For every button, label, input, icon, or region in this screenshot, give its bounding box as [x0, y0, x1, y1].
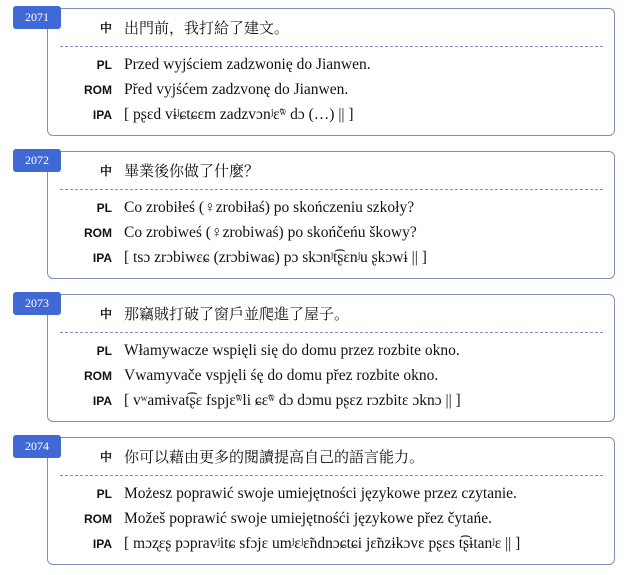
pl-label: PL	[96, 344, 112, 358]
zh-label: 中	[99, 164, 112, 178]
zh-sentence: 那竊賊打破了窗戶並爬進了屋子。	[124, 305, 350, 323]
ipa-transcription: [ tsɔ zrɔbiwɛɕ (zrɔbiwaɕ) pɔ skɔnʲt͡ʂɛnʲu ʂkɔwɨ || ]	[124, 249, 427, 266]
ipa-label: IPA	[92, 251, 112, 265]
separator	[60, 332, 603, 333]
zh-label: 中	[99, 450, 112, 464]
ipa-label: IPA	[92, 394, 112, 408]
pl-sentence: Możesz poprawić swoje umiejętności językowe przez czytanie.	[124, 485, 517, 502]
zh-sentence: 出門前，我打給了建文。	[124, 19, 290, 37]
rom-label: ROM	[84, 226, 112, 240]
separator	[60, 189, 603, 190]
ipa-transcription: [ mɔʐɛʂ pɔpravʲitɕ sfɔjɛ umʲɛʲɛ̃ndnɔɕtɕi jɛ̃nzɨkɔvɛ pʂɛs t͡ʂɨtanʲɛ || ]	[124, 535, 521, 552]
rom-sentence: Vwamyvače vspjęli śę do domu přez rozbite okno.	[124, 367, 439, 384]
entry-number-badge: 2072	[13, 149, 61, 172]
zh-sentence: 你可以藉由更多的閱讀提高自己的語言能力。	[124, 448, 425, 466]
pl-sentence: Włamywacze wspięli się do domu przez rozbite okno.	[124, 342, 460, 359]
rom-sentence: Možeš poprawić swoje umiejętnośći językowe přez čytańe.	[124, 510, 492, 527]
rom-label: ROM	[84, 512, 112, 526]
entry-number-badge: 2074	[13, 435, 61, 458]
pl-label: PL	[96, 201, 112, 215]
rom-label: ROM	[84, 83, 112, 97]
entry-number-badge: 2073	[13, 292, 61, 315]
ipa-label: IPA	[92, 537, 112, 551]
zh-sentence: 畢業後你做了什麼？	[124, 162, 260, 180]
zh-label: 中	[99, 307, 112, 321]
pl-label: PL	[96, 58, 112, 72]
rom-sentence: Před vyjśćem zadzvonę do Jianwen.	[124, 81, 349, 98]
pl-sentence: Przed wyjściem zadzwonię do Jianwen.	[124, 56, 371, 73]
zh-label: 中	[99, 21, 112, 35]
rom-sentence: Co zrobiweś (♀zrobiwaś) po skońčeńu škowy?	[124, 224, 417, 241]
rom-label: ROM	[84, 369, 112, 383]
ipa-transcription: [ pʂɛd vɨʲɕtɕɛm zadzvɔnʲɛ̃ʷ dɔ (…) || ]	[124, 106, 354, 123]
pl-label: PL	[96, 487, 112, 501]
ipa-label: IPA	[92, 108, 112, 122]
separator	[60, 475, 603, 476]
pl-sentence: Co zrobiłeś (♀zrobiłaś) po skończeniu szkoły?	[124, 199, 415, 216]
ipa-transcription: [ vʷamɨvat͡ʂɛ fspjɛ̃ʷli ɕɛ̃ʷ dɔ dɔmu pʂɛz rɔzbitɛ ɔknɔ || ]	[124, 392, 461, 409]
separator	[60, 46, 603, 47]
entry-number-badge: 2071	[13, 6, 61, 29]
